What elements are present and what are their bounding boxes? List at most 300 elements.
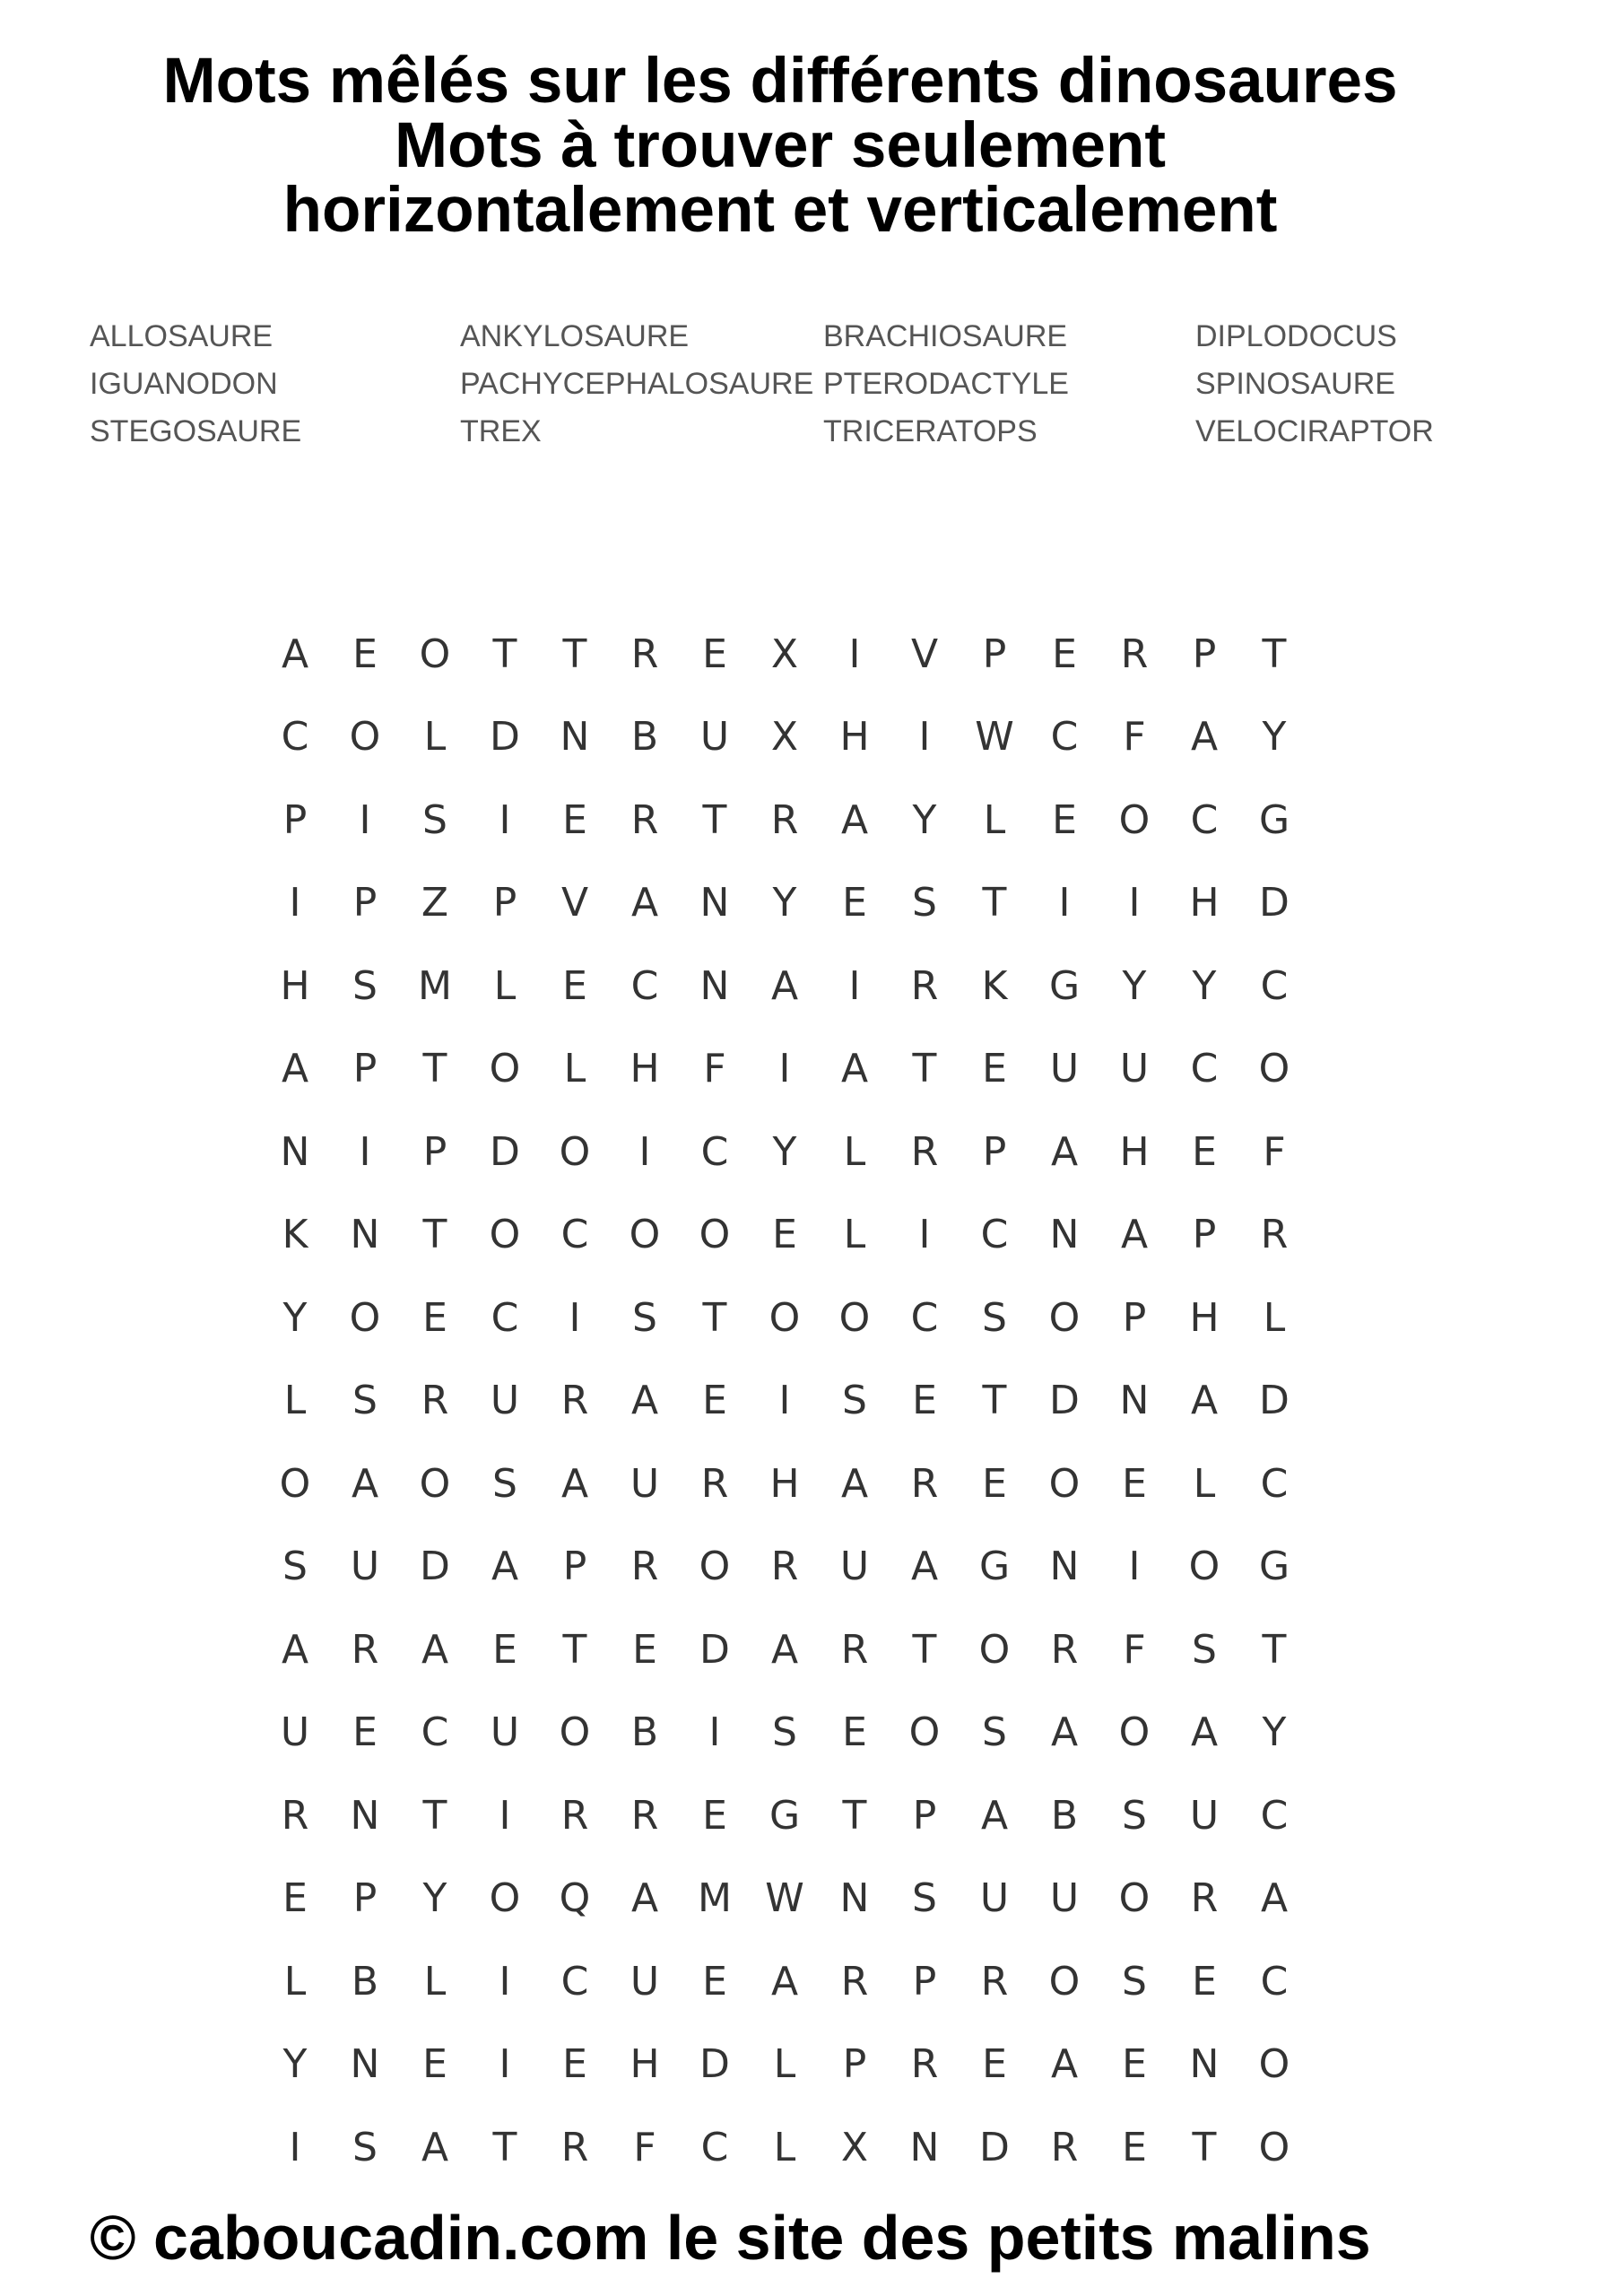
grid-cell: C (630, 962, 659, 1009)
word-item: TREX (460, 414, 542, 448)
grid-cell: R (980, 1958, 1009, 2005)
grid-cell: S (912, 880, 937, 926)
grid-cell: A (1190, 714, 1219, 761)
grid-cell: O (908, 1709, 941, 1756)
grid-cell: H (630, 1046, 660, 1092)
grid-cell: E (842, 880, 867, 926)
grid-cell: H (769, 1460, 800, 1507)
grid-cell: I (918, 714, 931, 761)
grid-cell: N (1189, 2041, 1220, 2088)
grid-cell: X (840, 2124, 869, 2170)
grid-cell: B (630, 714, 659, 761)
grid-cell: E (1122, 1460, 1147, 1507)
grid-cell: I (499, 1958, 511, 2005)
grid-cell: R (630, 631, 659, 677)
grid-row (260, 1526, 1309, 1609)
grid-cell: A (630, 880, 659, 926)
grid-cell: A (840, 796, 869, 843)
grid-cell: I (499, 1792, 511, 1839)
grid-cell: O (559, 1709, 591, 1756)
grid-row (260, 944, 1309, 1028)
grid-row (260, 2023, 1309, 2107)
grid-cell: E (772, 1212, 797, 1258)
grid-cell: T (562, 1626, 587, 1673)
grid-cell: A (560, 1460, 589, 1507)
grid-cell: F (703, 1046, 726, 1092)
grid-cell: R (770, 796, 799, 843)
grid-cell: D (1259, 880, 1290, 926)
grid-cell: E (702, 631, 727, 677)
grid-cell: A (491, 1544, 519, 1590)
grid-cell: F (1263, 1128, 1286, 1175)
grid-cell: A (770, 1626, 799, 1673)
grid-cell: B (351, 1958, 379, 2005)
grid-row (260, 1194, 1309, 1277)
grid-cell: W (975, 714, 1014, 761)
grid-cell: R (1050, 2124, 1079, 2170)
grid-cell: E (702, 1958, 727, 2005)
title-line-3: horizontalement et verticalement (282, 175, 1278, 246)
grid-cell: C (560, 1212, 589, 1258)
grid-cell: T (562, 631, 587, 677)
word-item: STEGOSAURE (90, 414, 302, 448)
grid-cell: I (778, 1046, 791, 1092)
grid-cell: A (770, 1958, 799, 2005)
grid-cell: D (699, 2041, 730, 2088)
grid-cell: E (1052, 796, 1077, 843)
word-item: SPINOSAURE (1195, 367, 1395, 401)
grid-cell: A (351, 1460, 379, 1507)
grid-cell: T (492, 631, 517, 677)
grid-cell: I (638, 1128, 651, 1175)
grid-cell: R (560, 1792, 589, 1839)
word-item: BRACHIOSAURE (823, 319, 1068, 353)
grid-cell: S (1122, 1792, 1147, 1839)
grid-cell: S (912, 1875, 937, 1922)
word-item: VELOCIRAPTOR (1195, 414, 1434, 448)
grid-cell: L (843, 1212, 866, 1258)
grid-cell: R (770, 1544, 799, 1590)
word-item: PTERODACTYLE (823, 367, 1069, 401)
grid-cell: R (910, 2041, 939, 2088)
grid-cell: P (352, 880, 378, 926)
word-item: TRICERATOPS (823, 414, 1038, 448)
grid-cell: E (562, 2041, 587, 2088)
grid-cell: C (1260, 962, 1289, 1009)
grid-row (260, 1360, 1309, 1443)
grid-cell: A (630, 1378, 659, 1424)
grid-cell: O (699, 1212, 731, 1258)
grid-cell: D (420, 1544, 450, 1590)
grid-cell: D (699, 1626, 730, 1673)
grid-cell: C (980, 1212, 1009, 1258)
grid-cell: E (842, 1709, 867, 1756)
grid-cell: R (700, 1460, 729, 1507)
grid-cell: P (422, 1128, 447, 1175)
grid-cell: M (698, 1875, 732, 1922)
grid-cell: T (422, 1792, 447, 1839)
grid-cell: E (982, 1046, 1007, 1092)
grid-row (260, 2106, 1309, 2189)
grid-cell: E (982, 1460, 1007, 1507)
grid-row (260, 1940, 1309, 2023)
grid-cell: I (778, 1378, 791, 1424)
grid-cell: M (418, 962, 452, 1009)
grid-cell: I (499, 2041, 511, 2088)
grid-cell: R (630, 796, 659, 843)
grid-cell: N (350, 1212, 380, 1258)
grid-cell: U (630, 1460, 660, 1507)
grid-cell: O (1118, 1709, 1151, 1756)
grid-cell: I (1128, 880, 1141, 926)
grid-cell: I (289, 880, 301, 926)
grid-cell: D (1049, 1378, 1080, 1424)
grid-cell: O (1048, 1958, 1081, 2005)
grid-cell: E (352, 631, 378, 677)
grid-row (260, 1857, 1309, 1941)
grid-row (260, 1774, 1309, 1857)
grid-cell: A (1120, 1212, 1149, 1258)
grid-cell: R (1050, 1626, 1079, 1673)
grid-cell: O (489, 1875, 521, 1922)
grid-cell: N (699, 880, 730, 926)
grid-cell: T (422, 1212, 447, 1258)
grid-cell: O (629, 1212, 661, 1258)
grid-cell: R (840, 1958, 869, 2005)
grid-cell: T (702, 796, 727, 843)
grid-cell: L (983, 796, 1006, 843)
grid-cell: R (630, 1544, 659, 1590)
grid-cell: O (1258, 2124, 1290, 2170)
grid-cell: L (423, 1958, 447, 2005)
grid-cell: E (1052, 631, 1077, 677)
grid-cell: U (979, 1875, 1010, 1922)
grid-cell: A (980, 1792, 1009, 1839)
grid-cell: P (982, 631, 1007, 677)
grid-cell: O (419, 631, 451, 677)
grid-cell: Y (1122, 962, 1147, 1009)
grid-cell: A (281, 1626, 309, 1673)
grid-cell: H (839, 714, 870, 761)
word-item: PACHYCEPHALOSAURE (460, 367, 814, 401)
grid-cell: H (630, 2041, 660, 2088)
grid-cell: N (560, 714, 590, 761)
grid-cell: C (421, 1709, 449, 1756)
grid-cell: O (349, 1294, 381, 1341)
grid-cell: R (910, 962, 939, 1009)
grid-cell: A (281, 1046, 309, 1092)
grid-cell: R (421, 1378, 449, 1424)
grid-cell: I (359, 796, 371, 843)
grid-cell: A (910, 1544, 939, 1590)
grid-cell: R (910, 1460, 939, 1507)
grid-cell: R (1190, 1875, 1219, 1922)
grid-cell: S (772, 1709, 797, 1756)
grid-cell: C (1260, 1460, 1289, 1507)
grid-cell: R (910, 1128, 939, 1175)
word-item: ANKYLOSAURE (460, 319, 690, 353)
grid-cell: S (282, 1544, 308, 1590)
grid-cell: U (1049, 1875, 1080, 1922)
grid-cell: O (489, 1046, 521, 1092)
grid-cell: Y (912, 796, 937, 843)
title-line-1: Mots mêlés sur les différents dinosaures (162, 46, 1398, 117)
grid-cell: T (1262, 631, 1287, 677)
grid-cell: R (630, 1792, 659, 1839)
grid-cell: P (352, 1875, 378, 1922)
grid-cell: O (978, 1626, 1011, 1673)
grid-cell: O (559, 1128, 591, 1175)
grid-cell: S (492, 1460, 517, 1507)
grid-cell: G (769, 1792, 801, 1839)
grid-cell: Y (282, 2041, 308, 2088)
grid-cell: S (1192, 1626, 1217, 1673)
grid-cell: H (1189, 1294, 1220, 1341)
grid-cell: X (770, 631, 799, 677)
grid-cell: T (912, 1626, 937, 1673)
grid-cell: E (982, 2041, 1007, 2088)
grid-cell: R (1120, 631, 1149, 677)
grid-cell: R (560, 1378, 589, 1424)
grid-cell: U (630, 1958, 660, 2005)
grid-cell: C (1260, 1792, 1289, 1839)
grid-cell: O (489, 1212, 521, 1258)
grid-cell: I (918, 1212, 931, 1258)
grid-cell: K (282, 1212, 308, 1258)
grid-cell: Y (772, 1128, 797, 1175)
grid-cell: S (352, 2124, 378, 2170)
grid-cell: P (842, 2041, 867, 2088)
grid-cell: S (982, 1709, 1007, 1756)
grid-cell: Q (559, 1875, 591, 1922)
grid-cell: E (422, 1294, 447, 1341)
grid-cell: P (492, 880, 517, 926)
grid-cell: S (632, 1294, 657, 1341)
grid-cell: E (702, 1378, 727, 1424)
grid-cell: T (1262, 1626, 1287, 1673)
grid-cell: O (838, 1294, 871, 1341)
grid-cell: E (562, 796, 587, 843)
grid-cell: O (1118, 796, 1151, 843)
grid-cell: T (492, 2124, 517, 2170)
grid-cell: O (419, 1460, 451, 1507)
grid-row (260, 696, 1309, 779)
grid-cell: G (1258, 1544, 1290, 1590)
grid-cell: F (1123, 714, 1146, 761)
grid-cell: C (491, 1294, 519, 1341)
grid-cell: P (282, 796, 308, 843)
grid-cell: I (569, 1294, 581, 1341)
grid-cell: F (633, 2124, 656, 2170)
grid-cell: C (1190, 1046, 1219, 1092)
grid-cell: N (350, 1792, 380, 1839)
grid-cell: C (1190, 796, 1219, 843)
grid-cell: E (1122, 2041, 1147, 2088)
grid-cell: B (630, 1709, 659, 1756)
grid-row (260, 778, 1309, 862)
grid-cell: E (492, 1626, 517, 1673)
grid-cell: R (351, 1626, 379, 1673)
grid-cell: P (982, 1128, 1007, 1175)
grid-cell: T (912, 1046, 937, 1092)
grid-cell: Y (1192, 962, 1217, 1009)
grid-cell: R (281, 1792, 309, 1839)
grid-cell: G (978, 1544, 1011, 1590)
grid-cell: A (421, 2124, 449, 2170)
grid-cell: V (910, 631, 939, 677)
grid-cell: E (422, 2041, 447, 2088)
grid-row (260, 862, 1309, 945)
grid-cell: E (1192, 1958, 1217, 2005)
grid-cell: P (562, 1544, 587, 1590)
grid-cell: L (423, 714, 447, 761)
grid-cell: R (840, 1626, 869, 1673)
grid-cell: P (352, 1046, 378, 1092)
grid-cell: Y (422, 1875, 447, 1922)
grid-cell: L (493, 962, 517, 1009)
grid-cell: L (773, 2124, 796, 2170)
grid-cell: I (359, 1128, 371, 1175)
grid-cell: D (1259, 1378, 1290, 1424)
grid-cell: P (1192, 631, 1217, 677)
grid-cell: B (1050, 1792, 1079, 1839)
grid-cell: U (1119, 1046, 1150, 1092)
grid-cell: N (350, 2041, 380, 2088)
grid-cell: A (1050, 2041, 1079, 2088)
grid-cell: Y (1262, 1709, 1287, 1756)
grid-cell: N (1049, 1212, 1080, 1258)
grid-cell: O (1258, 2041, 1290, 2088)
grid-cell: A (421, 1626, 449, 1673)
grid-cell: C (1260, 1958, 1289, 2005)
word-item: IGUANODON (90, 367, 278, 401)
grid-cell: N (909, 2124, 940, 2170)
grid-cell: E (912, 1378, 937, 1424)
grid-cell: I (289, 2124, 301, 2170)
grid-cell: L (283, 1378, 307, 1424)
grid-cell: P (912, 1792, 937, 1839)
grid-cell: L (843, 1128, 866, 1175)
grid-cell: E (352, 1709, 378, 1756)
grid-cell: Z (421, 880, 449, 926)
grid-cell: T (842, 1792, 867, 1839)
grid-cell: U (490, 1709, 520, 1756)
grid-row (260, 1692, 1309, 1775)
grid-cell: H (1119, 1128, 1150, 1175)
grid-cell: O (1188, 1544, 1220, 1590)
copyright-footer: © caboucadin.com le site des petits malins (90, 2203, 1371, 2273)
grid-cell: E (702, 1792, 727, 1839)
grid-cell: G (1258, 796, 1290, 843)
title-line-2: Mots à trouver seulement (394, 110, 1167, 181)
grid-cell: A (1050, 1128, 1079, 1175)
grid-cell: P (1192, 1212, 1217, 1258)
grid-cell: F (1123, 1626, 1146, 1673)
grid-cell: U (490, 1378, 520, 1424)
grid-cell: U (699, 714, 730, 761)
grid-cell: L (1263, 1294, 1286, 1341)
grid-cell: S (352, 1378, 378, 1424)
grid-cell: Y (1262, 714, 1287, 761)
grid-cell: A (1260, 1875, 1289, 1922)
grid-cell: T (1192, 2124, 1217, 2170)
grid-cell: T (982, 1378, 1007, 1424)
grid-cell: O (769, 1294, 801, 1341)
word-item: DIPLODOCUS (1195, 319, 1397, 353)
grid-cell: S (1122, 1958, 1147, 2005)
grid-cell: G (1048, 962, 1081, 1009)
grid-cell: I (499, 796, 511, 843)
grid-cell: W (765, 1875, 804, 1922)
grid-cell: A (281, 631, 309, 677)
grid-cell: D (490, 1128, 520, 1175)
grid-cell: U (280, 1709, 310, 1756)
grid-cell: N (1049, 1544, 1080, 1590)
grid-row (260, 1442, 1309, 1526)
grid-cell: E (282, 1875, 308, 1922)
grid-cell: S (982, 1294, 1007, 1341)
grid-cell: C (700, 2124, 729, 2170)
grid-cell: L (1193, 1460, 1216, 1507)
page-title (0, 46, 1560, 246)
grid-cell: X (770, 714, 799, 761)
grid-cell: D (979, 2124, 1010, 2170)
grid-cell: I (1128, 1544, 1141, 1590)
grid-cell: C (281, 714, 309, 761)
grid-cell: A (770, 962, 799, 1009)
grid-cell: Y (772, 880, 797, 926)
word-list (0, 318, 1624, 471)
grid-row (260, 1110, 1309, 1194)
grid-cell: E (562, 962, 587, 1009)
grid-cell: L (773, 2041, 796, 2088)
grid-cell: U (1189, 1792, 1220, 1839)
grid-cell: O (349, 714, 381, 761)
grid-cell: N (280, 1128, 310, 1175)
grid-cell: O (279, 1460, 311, 1507)
grid-cell: E (1122, 2124, 1147, 2170)
grid-cell: I (848, 631, 861, 677)
letter-grid (260, 613, 1309, 2189)
grid-cell: N (839, 1875, 870, 1922)
grid-cell: A (840, 1460, 869, 1507)
grid-cell: N (699, 962, 730, 1009)
grid-cell: O (699, 1544, 731, 1590)
grid-cell: D (490, 714, 520, 761)
grid-cell: E (1192, 1128, 1217, 1175)
grid-cell: H (280, 962, 310, 1009)
grid-row (260, 613, 1309, 696)
grid-cell: S (842, 1378, 867, 1424)
grid-cell: O (1258, 1046, 1290, 1092)
grid-row (260, 1608, 1309, 1692)
grid-cell: U (1049, 1046, 1080, 1092)
grid-cell: I (708, 1709, 721, 1756)
grid-cell: A (1050, 1709, 1079, 1756)
grid-cell: V (560, 880, 589, 926)
grid-cell: L (283, 1958, 307, 2005)
grid-cell: P (1122, 1294, 1147, 1341)
grid-cell: P (912, 1958, 937, 2005)
grid-cell: R (1260, 1212, 1289, 1258)
grid-cell: O (1048, 1294, 1081, 1341)
grid-cell: S (352, 962, 378, 1009)
grid-cell: L (563, 1046, 586, 1092)
grid-row (260, 1276, 1309, 1360)
grid-cell: T (702, 1294, 727, 1341)
grid-row (260, 1028, 1309, 1111)
grid-cell: I (848, 962, 861, 1009)
